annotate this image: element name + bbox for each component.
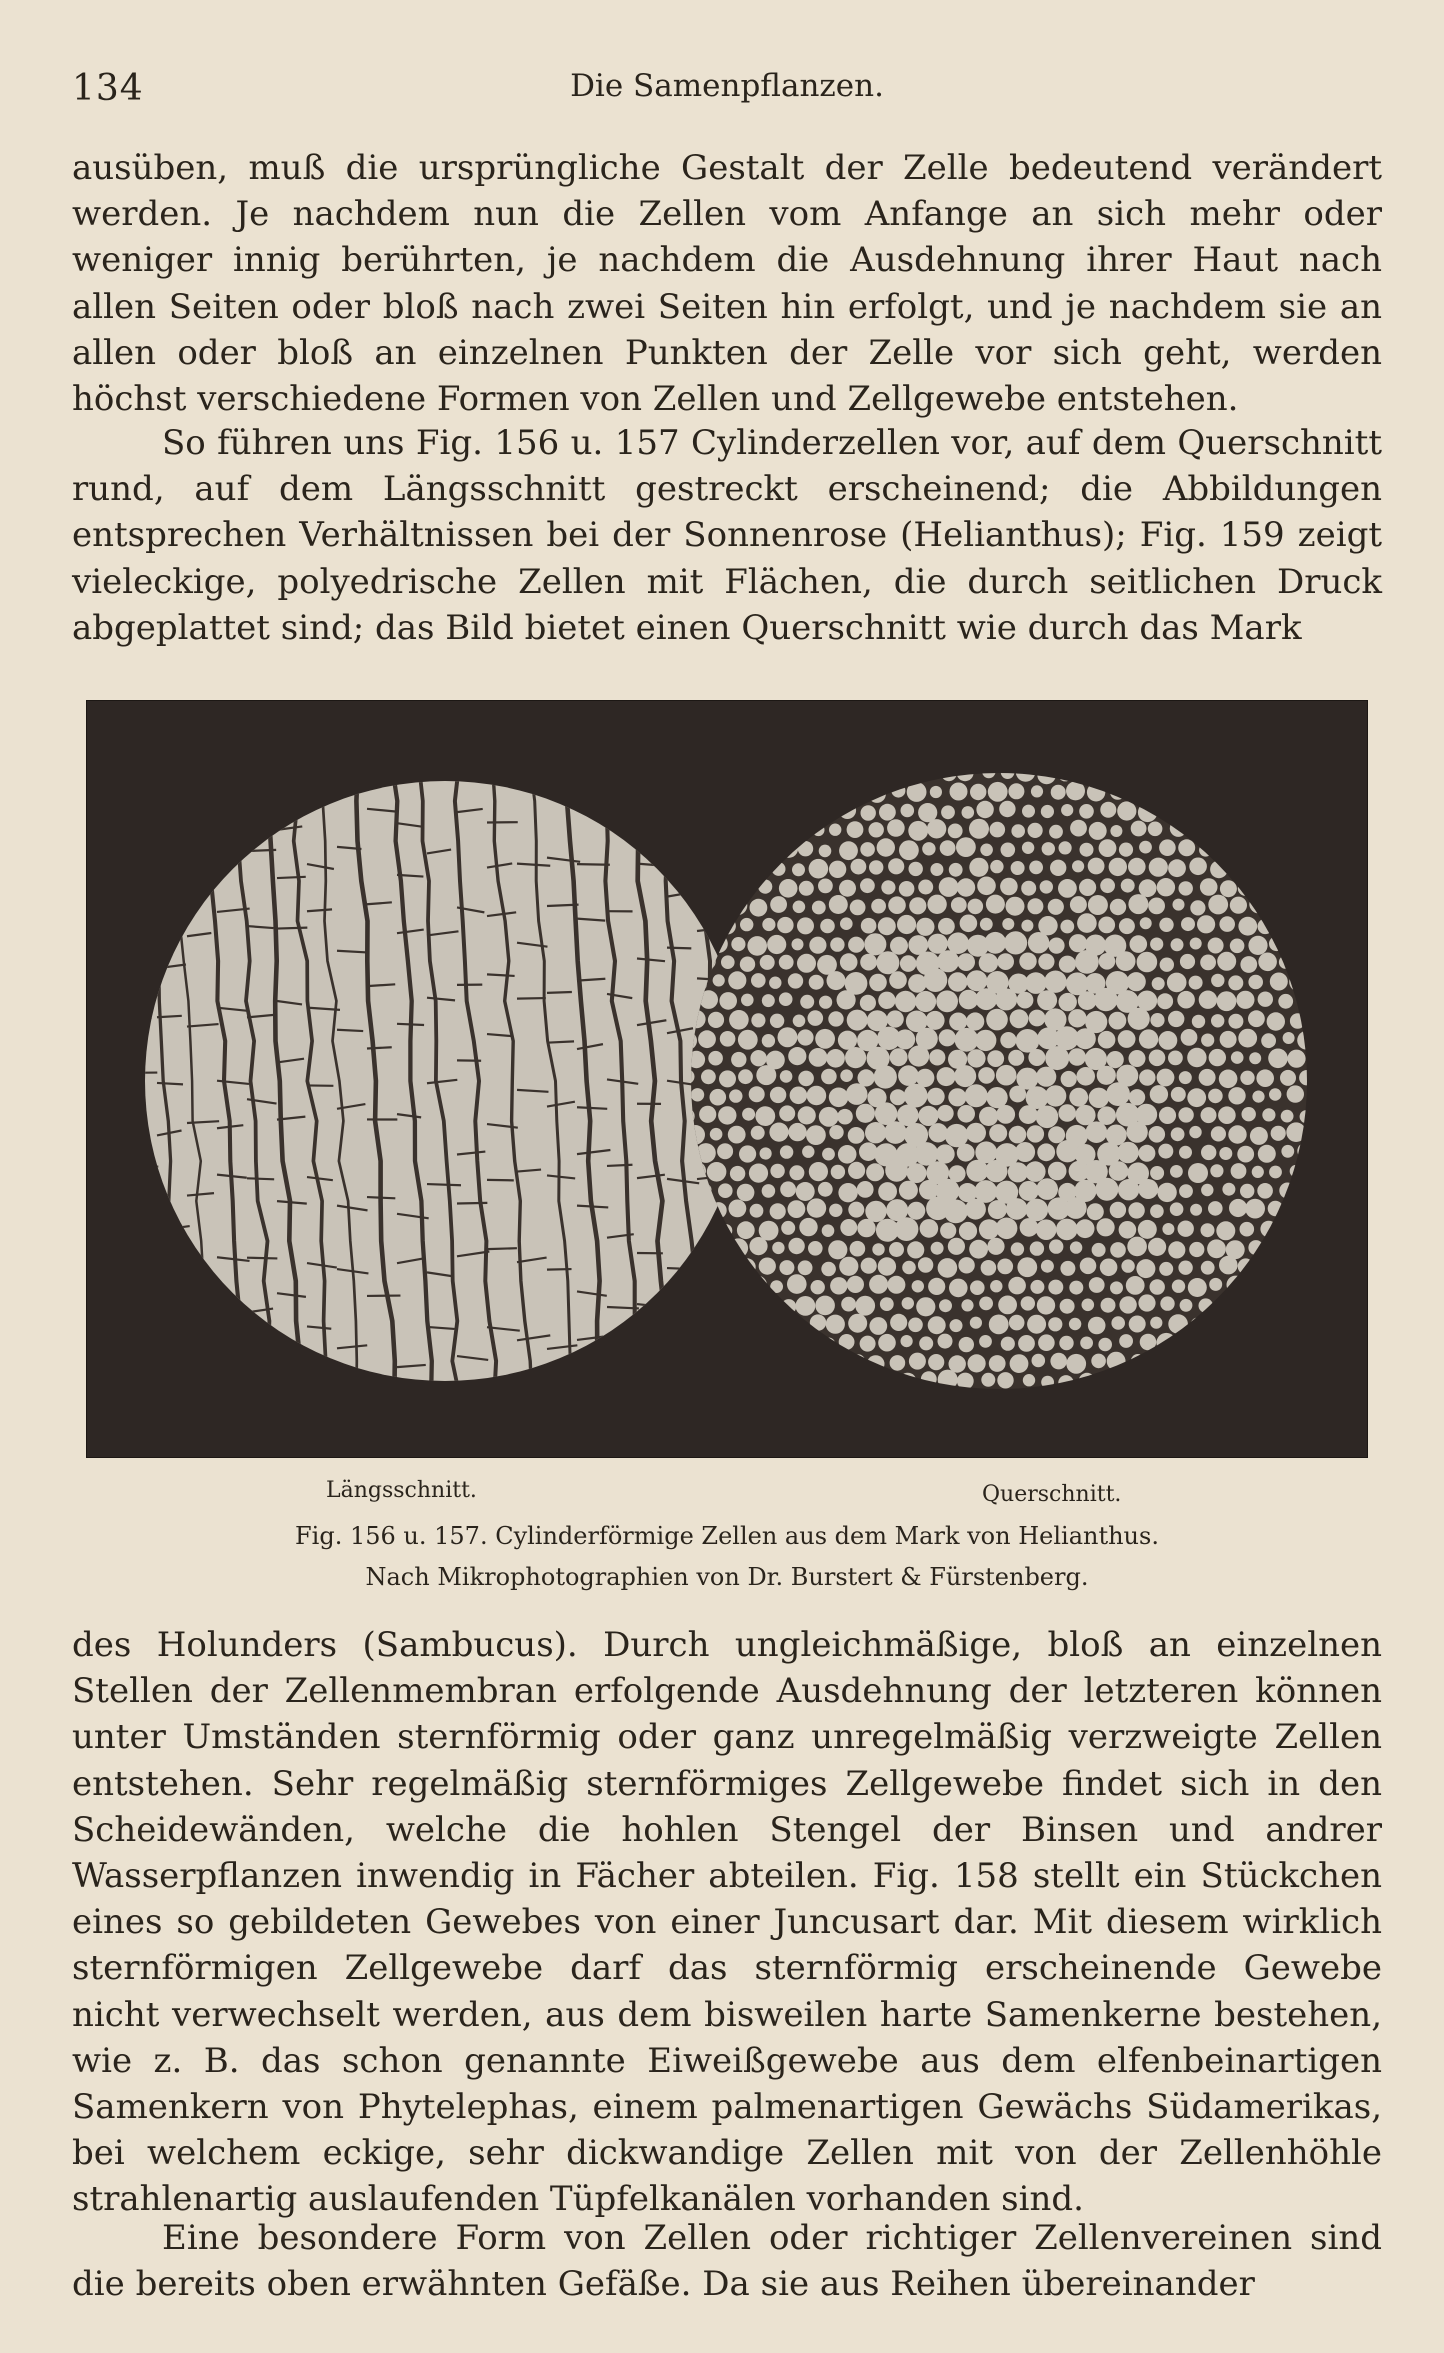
- running-title: Die Samenpflanzen.: [570, 68, 884, 104]
- body-paragraph-3: des Holunders (Sambucus). Durch ungleichmäßige, bloß an einzelnen Stellen der Zellenmembran erfolgende Ausdehnung der letzteren können unter Umständen sternförmig oder ganz unregelmäßig verzweigte Zellen entstehen. Sehr regelmäßig sternförmiges Zellgewebe findet sich in den Scheidewänden, welche die hohlen Stengel der Binsen und andrer Wasserpflanzen inwendig in Fächer abteilen. Fig. 158 stellt ein Stückchen eines so gebildeten Gewebes von einer Juncusart dar. Mit diesem wirklich sternförmigen Zellgewebe darf das sternförmig erscheinende Gewebe nicht verwechselt werden, aus dem bisweilen harte Samenkerne bestehen, wie z. B. das schon genannte Eiweißgewebe aus dem elfenbeinartigen Samenkern von Phytelephas, einem palmenartigen Gewächs Südamerikas, bei welchem eckige, sehr dickwandige Zellen mit von der Zellenhöhle strahlenartig auslaufenden Tüpfelkanälen vorhanden sind.: [72, 1625, 1382, 2220]
- page-number: 134: [72, 68, 144, 109]
- body-paragraph-2: So führen uns Fig. 156 u. 157 Cylinderzellen vor, auf dem Querschnitt rund, auf dem Längsschnitt gestreckt erscheinend; die Abbildungen entsprechen Verhältnissen bei der Sonnenrose (Helianthus); Fig. 159 zeigt vieleckige, polyedrische Zellen mit Flächen, die durch seitlichen Druck abgeplattet sind; das Bild bietet einen Querschnitt wie durch das Mark: [72, 423, 1382, 648]
- body-paragraph-4: Eine besondere Form von Zellen oder richtiger Zellenvereinen sind die bereits oben erwähnten Gefäße. Da sie aus Reihen übereinander: [72, 2218, 1382, 2305]
- cross-section-label: Querschnitt.: [982, 1482, 1122, 1507]
- figure-caption: Fig. 156 u. 157. Cylinderförmige Zellen aus dem Mark von Helianthus.: [295, 1522, 1159, 1550]
- micrograph-figure: [86, 700, 1368, 1458]
- body-paragraph-1: ausüben, muß die ursprüngliche Gestalt der Zelle bedeutend verändert werden. Je nachdem nun die Zellen vom Anfange an sich mehr oder weniger innig berührten, je nachdem die Ausdehnung ihrer Haut nach allen Seiten oder bloß nach zwei Seiten hin erfolgt, und je nachdem sie an allen oder bloß an einzelnen Punkten der Zelle vor sich geht, werden höchst verschiedene Formen von Zellen und Zellgewebe entstehen.: [72, 148, 1382, 420]
- longitudinal-section-label: Längsschnitt.: [326, 1478, 477, 1503]
- page-header: [72, 68, 1382, 128]
- figure-credit: Nach Mikrophotographien von Dr. Burstert & Fürstenberg.: [365, 1563, 1089, 1591]
- micrograph-illustration: [87, 701, 1367, 1457]
